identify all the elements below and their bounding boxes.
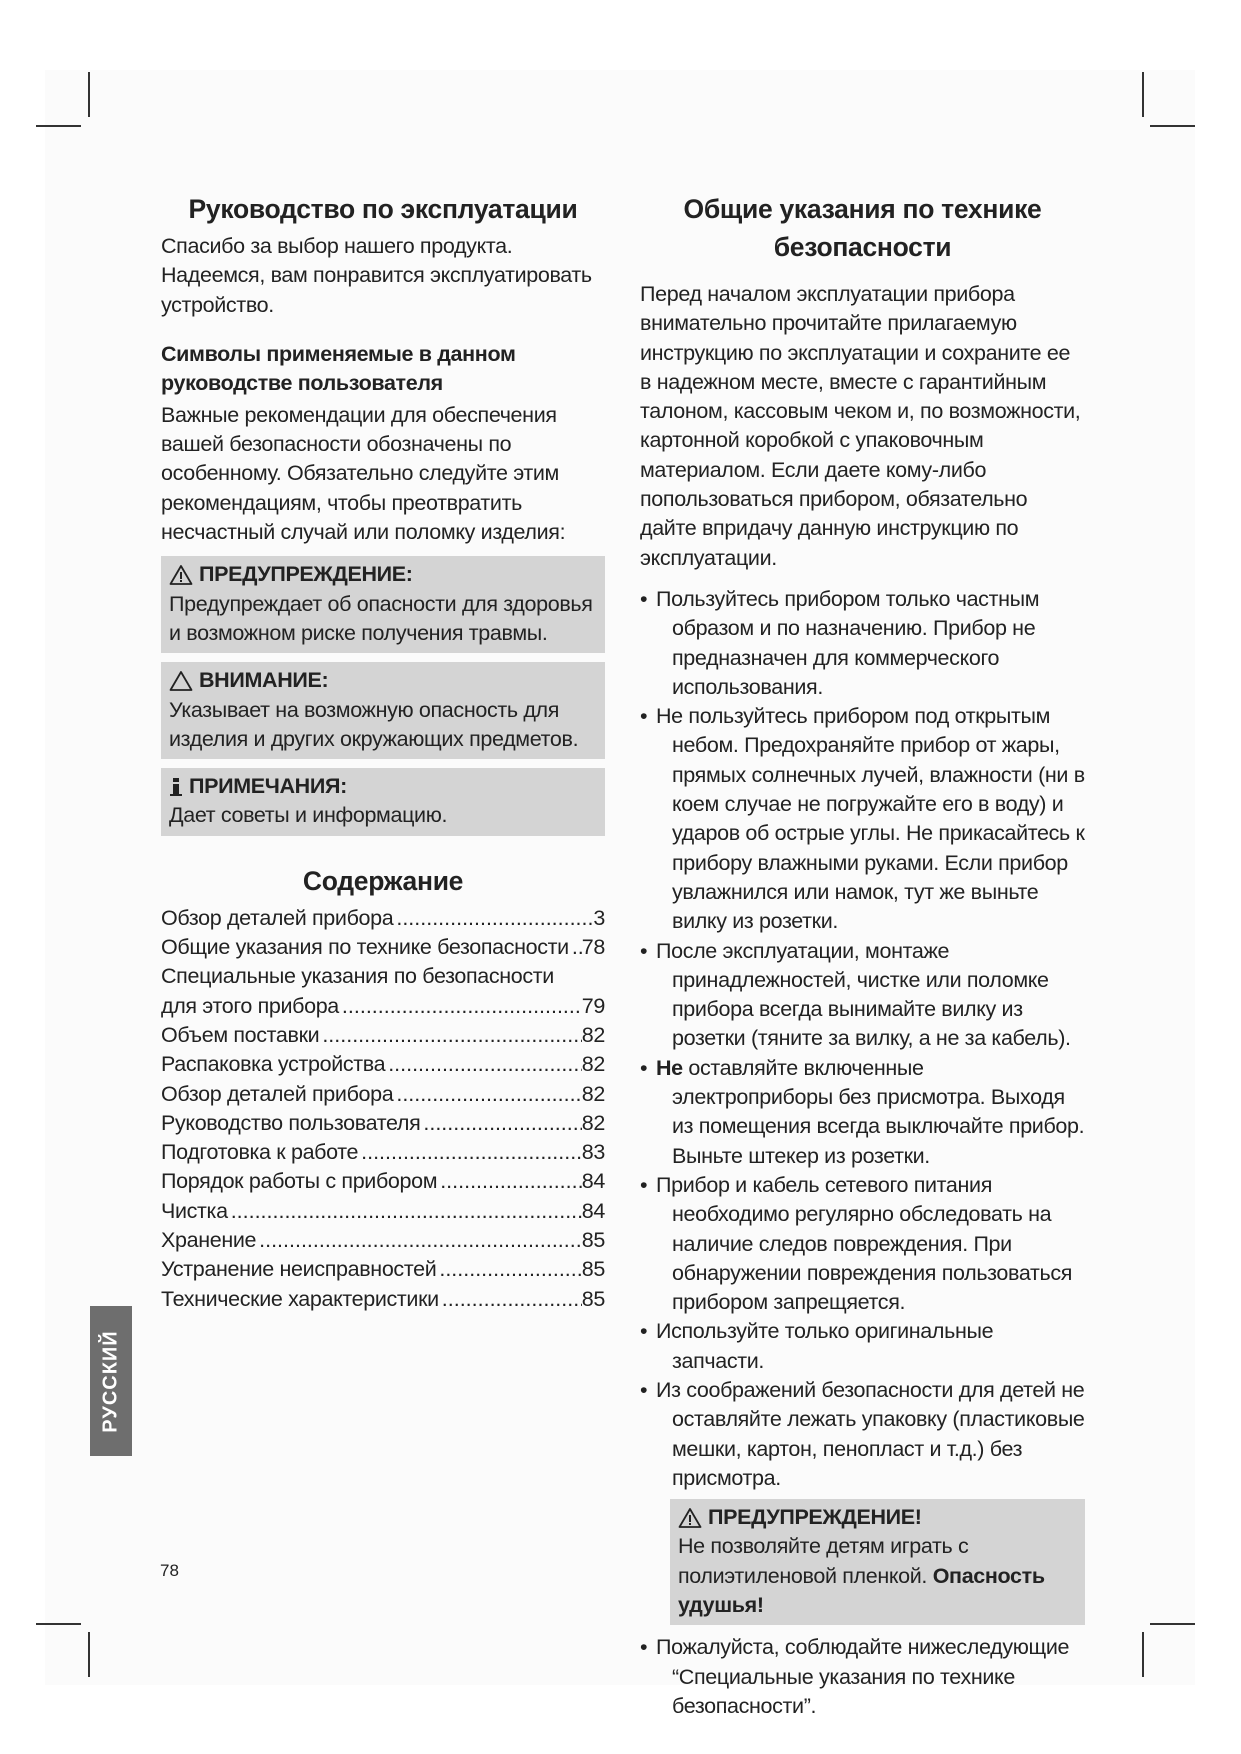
- right-column: [640, 190, 1085, 1721]
- safety-title-line1: Общие указания по технике: [683, 194, 1042, 224]
- symbols-heading: Символы применяемые в данном руководстве пользователя: [161, 341, 516, 395]
- list-item: • Из соображений безопасности для детей не оставляйте лежать упаковку (пластиковые мешки, картон, пенопласт и т.д.) без присмотра.: [640, 1376, 1085, 1493]
- warning-triangle-icon: [678, 1507, 702, 1529]
- toc-entry[interactable]: Хранение ..... 85: [161, 1226, 605, 1255]
- intro-text: Спасибо за выбор нашего продукта. Надеемся, вам понравится эксплуатировать устройство.: [161, 234, 592, 317]
- info-icon: [169, 776, 183, 798]
- toc-entry[interactable]: Устранение неисправностей ..... 85: [161, 1255, 605, 1284]
- caution-box: [161, 662, 605, 759]
- toc-entry[interactable]: Объем поставки ..... 82: [161, 1021, 605, 1050]
- crop-mark: [88, 72, 90, 117]
- toc-title: Содержание: [302, 865, 464, 896]
- toc-entry[interactable]: Чистка ..... 84: [161, 1197, 605, 1226]
- list-item: • Используйте только оригинальные запчасти.: [640, 1317, 1085, 1376]
- warning-triangle-icon: [169, 564, 193, 586]
- toc-entry[interactable]: Порядок работы с прибором ..... 84: [161, 1167, 605, 1196]
- manual-title: Руководство по эксплуатации: [188, 194, 578, 224]
- safety-intro: Перед началом эксплуатации прибора внимательно прочитайте прилагаемую инструкцию по эксплуатации и сохраните ее в надежном месте, вместе с гарантийным талоном, кассовым чеком и, по возможности, картонной коробкой с упаковочным материалом. Если даете кому-либо попользоваться прибором, обязательно дайте впридачу данную инструкцию по эксплуатации.: [640, 282, 1081, 570]
- toc-entry[interactable]: Распаковка устройства ..... 82: [161, 1050, 605, 1079]
- note-box-title: ПРИМЕЧАНИЯ:: [169, 772, 597, 801]
- crop-mark: [1150, 1623, 1195, 1625]
- toc-entry[interactable]: Обзор деталей прибора ..... 82: [161, 1080, 605, 1109]
- crop-mark: [88, 1632, 90, 1677]
- caution-box-text: Указывает на возможную опасность для изделия и других окружающих предметов.: [169, 697, 579, 751]
- safety-list: [640, 585, 1085, 1493]
- child-warning-text: Не позволяйте детям играть с полиэтиленовой пленкой. Опасность удушья!: [678, 1534, 1045, 1618]
- toc-entry[interactable]: Руководство пользователя ..... 82: [161, 1109, 605, 1138]
- warning-box-text: Предупреждает об опасности для здоровья и возможном риске получения травмы.: [169, 591, 593, 645]
- toc-entry[interactable]: Общие указания по технике безопасности ..... 78: [161, 933, 605, 962]
- toc-entry[interactable]: Подготовка к работе ..... 83: [161, 1138, 605, 1167]
- list-item: • Пользуйтесь прибором только частным образом и по назначению. Прибор не предназначен для коммерческого использования.: [640, 585, 1085, 702]
- child-warning-title: ПРЕДУПРЕЖДЕНИЕ!: [678, 1503, 1077, 1532]
- caution-box-title: ВНИМАНИЕ:: [169, 666, 597, 695]
- list-item: • Не оставляйте включенные электроприборы без присмотра. Выходя из помещения всегда выключайте прибор. Выньте штекер из розетки.: [640, 1054, 1085, 1171]
- safety-title-line2: безопасности: [773, 232, 952, 262]
- table-of-contents: [161, 904, 605, 1314]
- symbols-text: Важные рекомендации для обеспечения вашей безопасности обозначены по особенному. Обязательно следуйте этим рекомендациям, чтобы преотвратить несчастный случай или поломку изделия:: [161, 402, 566, 545]
- warning-box: [161, 556, 605, 653]
- page-number: 78: [160, 1561, 179, 1580]
- toc-entry[interactable]: для этого прибора ..... 79: [161, 992, 605, 1021]
- crop-mark: [1142, 72, 1144, 117]
- toc-entry[interactable]: Обзор деталей прибора ..... 3: [161, 904, 605, 933]
- list-item: • Прибор и кабель сетевого питания необходимо регулярно обследовать на наличие следов повреждения. При обнаружении повреждения пользоваться прибором запрещяется.: [640, 1171, 1085, 1317]
- list-item: • Не пользуйтесь прибором под открытым небом. Предохраняйте прибор от жары, прямых солнечных лучей, влажности (ни в коем случае не погружайте его в воду) и ударов об острые углы. Не прикасайтесь к прибору влажными руками. Если прибор увлажнился или намок, тут же выньте вилку из розетки.: [640, 702, 1085, 936]
- crop-mark: [1150, 125, 1195, 127]
- toc-entry[interactable]: Технические характеристики ..... 85: [161, 1285, 605, 1314]
- caution-triangle-icon: [169, 670, 193, 692]
- list-item: • После эксплуатации, монтаже принадлежностей, чистке или поломке прибора всегда вынимайте вилку из розетки (тяните за вилку, а не за кабель).: [640, 937, 1085, 1054]
- crop-mark: [1142, 1632, 1144, 1677]
- child-warning-box: [670, 1499, 1085, 1625]
- language-tab: РУССКИЙ: [90, 1306, 132, 1456]
- warning-box-title: ПРЕДУПРЕЖДЕНИЕ:: [169, 560, 597, 589]
- toc-entry[interactable]: Специальные указания по безопасности: [161, 964, 554, 989]
- crop-mark: [36, 1623, 81, 1625]
- crop-mark: [36, 125, 81, 127]
- note-box: [161, 768, 605, 836]
- list-item: • Пожалуйста, соблюдайте нижеследующие “Специальные указания по технике безопасности”.: [640, 1633, 1085, 1721]
- left-column: [161, 190, 605, 1314]
- safety-list-continued: [640, 1633, 1085, 1721]
- note-box-text: Дает советы и информацию.: [169, 803, 448, 828]
